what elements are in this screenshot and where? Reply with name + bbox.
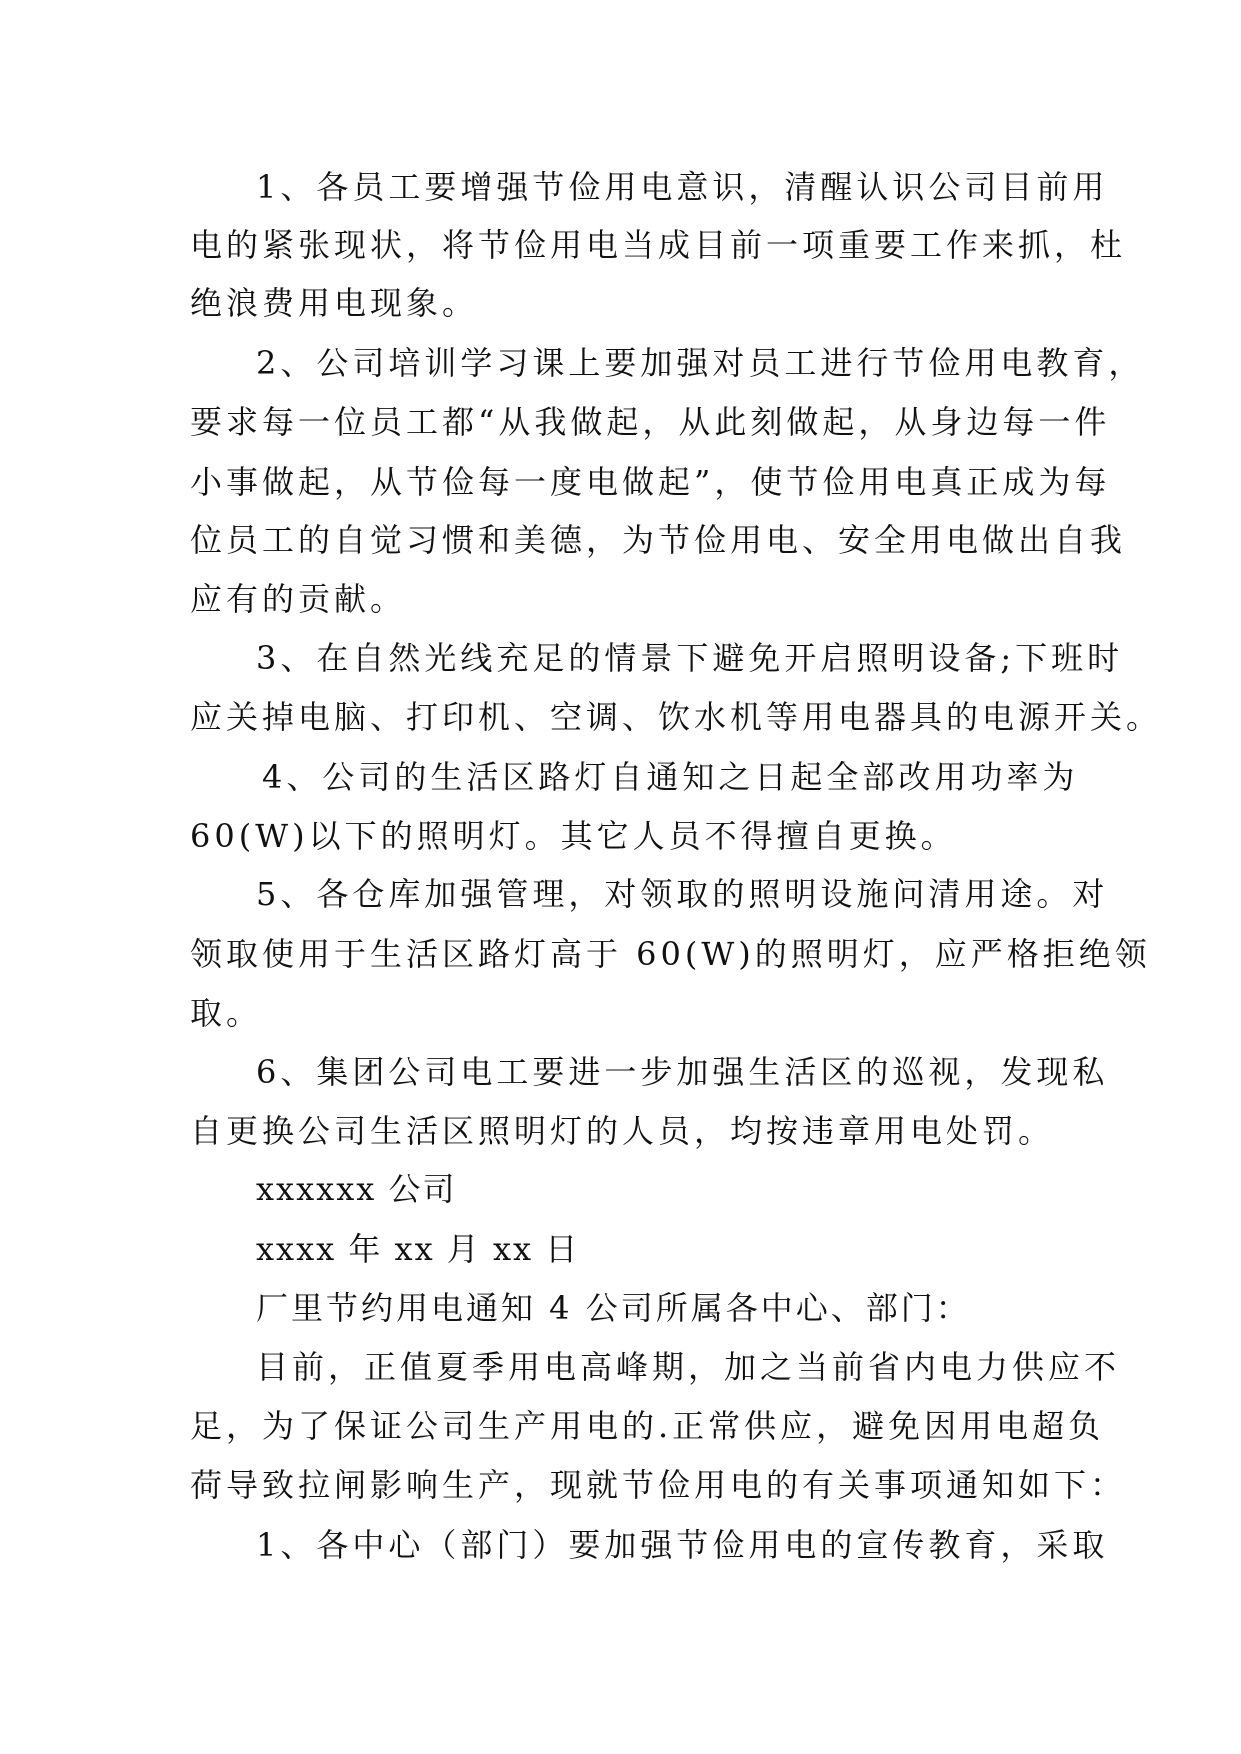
item-1-line-1: 1、各中心（部门）要加强节俭用电的宣传教育，采取: [256, 1526, 1109, 1564]
paragraph-1-line-1: 1、各员工要增强节俭用电意识，清醒认识公司目前用: [256, 168, 1109, 206]
paragraph-5-line-3: 取。: [190, 994, 263, 1032]
paragraph-6-line-2: 自更换公司生活区照明灯的人员，均按违章用电处罚。: [190, 1112, 1055, 1150]
paragraph-4-line-1: 4、公司的生活区路灯自通知之日起全部改用功率为: [262, 758, 1079, 796]
paragraph-3-line-1: 3、在自然光线充足的情景下避免开启照明设备;下班时: [256, 639, 1124, 677]
paragraph-2-line-1: 2、公司培训学习课上要加强对员工进行节俭用电教育，: [256, 344, 1145, 382]
paragraph-2-line-2: 要求每一位员工都“从我做起，从此刻做起，从身边每一件: [190, 403, 1111, 441]
intro-paragraph-line-3: 荷导致拉闸影响生产，现就节俭用电的有关事项通知如下：: [190, 1466, 1127, 1504]
paragraph-5-line-2: 领取使用于生活区路灯高于 60(W)的照明灯，应严格拒绝领: [190, 935, 1151, 973]
paragraph-3-line-2: 应关掉电脑、打印机、空调、饮水机等用电器具的电源开关。: [190, 698, 1163, 736]
intro-paragraph-line-2: 足，为了保证公司生产用电的.正常供应，避免因用电超负: [190, 1407, 1105, 1445]
notice-heading: 厂里节约用电通知 4 公司所属各中心、部门：: [256, 1289, 971, 1327]
signature-company: xxxxxx 公司: [256, 1170, 457, 1208]
paragraph-5-line-1: 5、各仓库加强管理，对领取的照明设施问清用途。对: [256, 875, 1109, 913]
paragraph-6-line-1: 6、集团公司电工要进一步加强生活区的巡视，发现私: [256, 1053, 1109, 1091]
paragraph-1-line-3: 绝浪费用电现象。: [190, 284, 479, 322]
paragraph-2-line-3: 小事做起，从节俭每一度电做起”，使节俭用电真正成为每: [190, 463, 1111, 501]
signature-date: xxxx 年 xx 月 xx 日: [256, 1230, 580, 1268]
paragraph-2-line-4: 位员工的自觉习惯和美德，为节俭用电、安全用电做出自我: [190, 521, 1127, 559]
intro-paragraph-line-1: 目前，正值夏季用电高峰期，加之当前省内电力供应不: [256, 1348, 1121, 1386]
paragraph-4-line-2: 60(W)以下的照明灯。其它人员不得擅自更换。: [190, 817, 957, 855]
paragraph-2-line-5: 应有的贡献。: [190, 580, 407, 618]
paragraph-1-line-2: 电的紧张现状，将节俭用电当成目前一项重要工作来抓，杜: [190, 226, 1127, 264]
